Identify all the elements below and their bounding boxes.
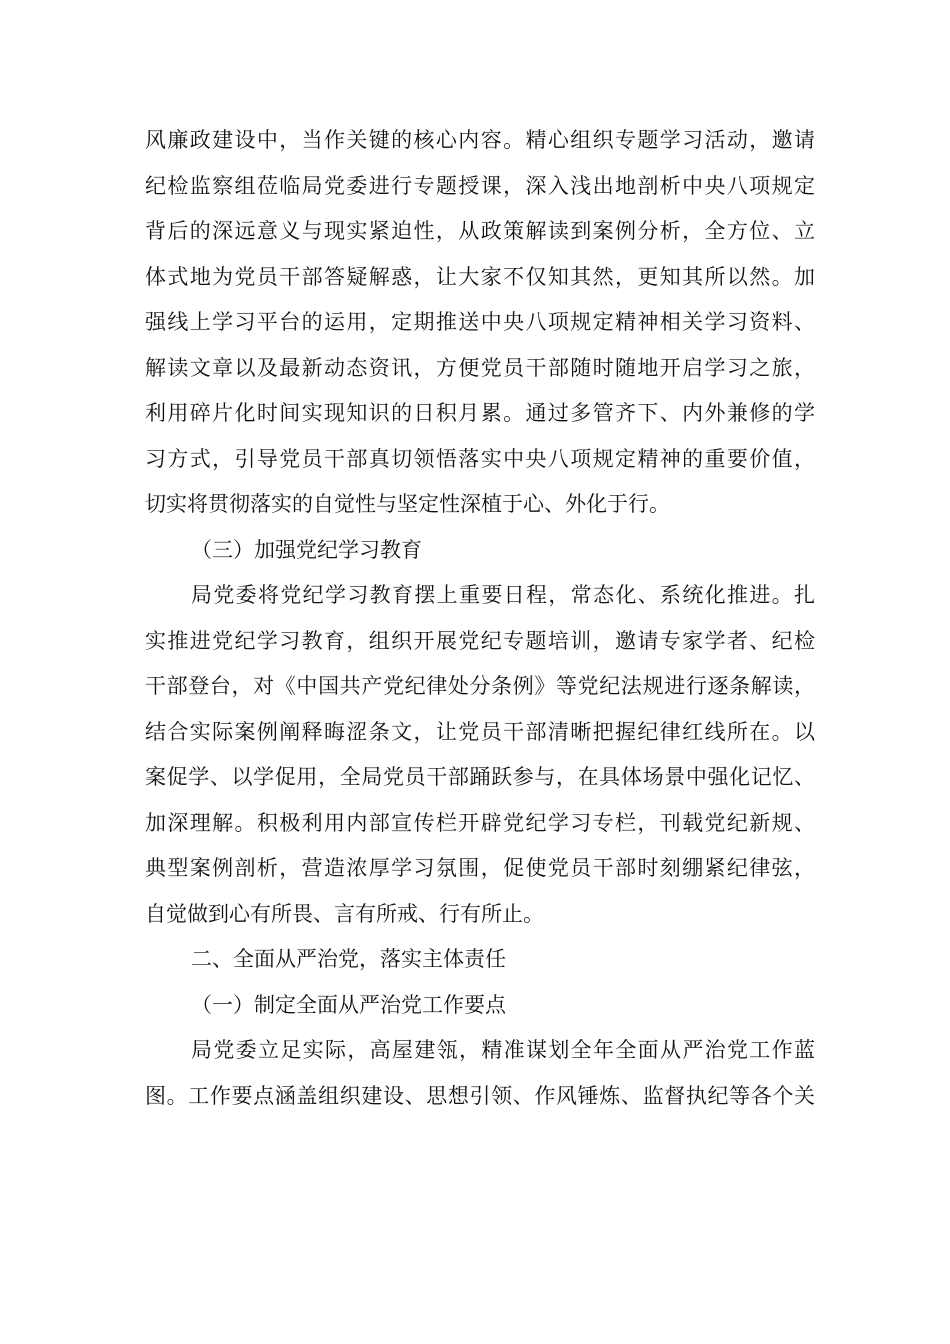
paragraph-line: 案促学、以学促用，全局党员干部踊跃参与，在具体场景中强化记忆、 (145, 765, 815, 789)
paragraph-line: 典型案例剖析，营造浓厚学习氛围，促使党员干部时刻绷紧纪律弦， (145, 856, 815, 880)
section-heading: 二、全面从严治党，落实主体责任 (191, 947, 506, 971)
paragraph-line: 纪检监察组莅临局党委进行专题授课，深入浅出地剖析中央八项规定 (145, 173, 815, 198)
paragraph-line: 图。工作要点涵盖组织建设、思想引领、作风锤炼、监督执纪等各个关 (145, 1083, 815, 1108)
paragraph-line: 切实将贯彻落实的自觉性与坚定性深植于心、外化于行。 (145, 492, 670, 516)
paragraph-line: 习方式，引导党员干部真切领悟落实中央八项规定精神的重要价值， (145, 446, 815, 471)
paragraph-line: 结合实际案例阐释晦涩条文，让党员干部清晰把握纪律红线所在。以 (145, 719, 815, 744)
paragraph-line: 自觉做到心有所畏、言有所戒、行有所止。 (145, 901, 544, 926)
paragraph-line: 解读文章以及最新动态资讯，方便党员干部随时随地开启学习之旅， (145, 355, 815, 380)
paragraph-line: 强线上学习平台的运用，定期推送中央八项规定精神相关学习资料、 (145, 310, 815, 334)
paragraph-line: 加深理解。积极利用内部宣传栏开辟党纪学习专栏，刊载党纪新规、 (145, 810, 815, 835)
paragraph-line: 利用碎片化时间实现知识的日积月累。通过多管齐下、内外兼修的学 (145, 401, 815, 425)
paragraph-line: 背后的深远意义与现实紧迫性，从政策解读到案例分析，全方位、立 (145, 219, 815, 243)
paragraph-line: 干部登台，对《中国共产党纪律处分条例》等党纪法规进行逐条解读， (145, 674, 815, 698)
paragraph-line: 风廉政建设中，当作关键的核心内容。精心组织专题学习活动，邀请 (145, 128, 815, 152)
paragraph-line: 局党委将党纪学习教育摆上重要日程，常态化、系统化推进。扎 (191, 583, 815, 607)
paragraph-line: 实推进党纪学习教育，组织开展党纪专题培训，邀请专家学者、纪检 (145, 628, 815, 653)
section-heading: （一）制定全面从严治党工作要点 (191, 992, 506, 1017)
document-body (145, 118, 815, 1119)
paragraph-line: 体式地为党员干部答疑解惑，让大家不仅知其然，更知其所以然。加 (145, 264, 815, 289)
paragraph-line: 局党委立足实际，高屋建瓴，精准谋划全年全面从严治党工作蓝 (191, 1038, 815, 1062)
section-heading: （三）加强党纪学习教育 (191, 537, 422, 562)
